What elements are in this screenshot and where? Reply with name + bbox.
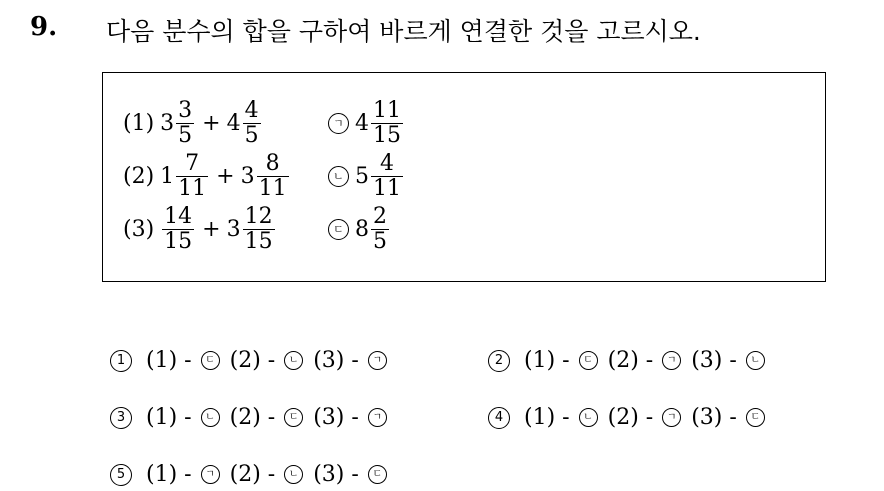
plus-sign: + [216, 163, 235, 189]
whole: 8 [355, 216, 369, 242]
fraction: $\frac{7}{11}$ [178, 150, 207, 201]
circled-mark: ㄱ [662, 351, 681, 370]
answer-c [328, 205, 391, 254]
whole: 5 [355, 163, 369, 189]
choice-1[interactable]: 1 (1) - ㄷ (2) - ㄴ (3) - ㄱ [110, 348, 389, 373]
whole: 1 [160, 163, 175, 189]
circled-mark: ㄱ [368, 408, 387, 427]
choice-number-icon: 1 [110, 350, 132, 372]
fraction: $\frac{4}{5}$ [244, 97, 259, 148]
problem-row-2 [123, 151, 405, 201]
whole: 3 [240, 163, 255, 189]
whole: 3 [160, 110, 175, 136]
choice-number-icon: 4 [488, 407, 510, 429]
fraction: $\frac{11}{15}$ [373, 97, 401, 148]
whole: 3 [226, 216, 241, 242]
fraction: $\frac{2}{5}$ [373, 203, 387, 254]
problem-label: (2) [123, 163, 155, 189]
circled-mark: ㄱ [328, 113, 349, 134]
choice-2[interactable]: 2 (1) - ㄷ (2) - ㄱ (3) - ㄴ [488, 348, 767, 373]
question-number: 9. [30, 12, 58, 42]
whole: 4 [226, 110, 241, 136]
plus-sign: + [202, 216, 221, 242]
choice-number-icon: 2 [488, 350, 510, 372]
circled-mark: ㄱ [662, 408, 681, 427]
circled-mark: ㄷ [579, 351, 598, 370]
choice-3[interactable]: 3 (1) - ㄴ (2) - ㄷ (3) - ㄱ [110, 405, 389, 430]
circled-mark: ㄱ [368, 351, 387, 370]
circled-mark: ㄷ [201, 351, 220, 370]
circled-mark: ㄴ [746, 351, 765, 370]
answer-a [328, 99, 405, 148]
whole: 4 [355, 110, 369, 136]
choice-4[interactable]: 4 (1) - ㄴ (2) - ㄱ (3) - ㄷ [488, 405, 767, 430]
circled-mark: ㄴ [284, 465, 303, 484]
question-text: 다음 분수의 합을 구하여 바르게 연결한 것을 고르시오. [106, 17, 701, 46]
answer-b [328, 152, 405, 201]
problem-label: (1) [123, 110, 155, 136]
circled-mark: ㄱ [201, 465, 220, 484]
choice-5[interactable]: 5 (1) - ㄱ (2) - ㄴ (3) - ㄷ [110, 462, 389, 487]
circled-mark: ㄴ [284, 351, 303, 370]
circled-mark: ㄴ [201, 408, 220, 427]
circled-mark: ㄷ [368, 465, 387, 484]
fraction: $\frac{3}{5}$ [178, 97, 193, 148]
problem-row-3 [123, 204, 391, 254]
circled-mark: ㄷ [746, 408, 765, 427]
fraction: $\frac{12}{15}$ [244, 203, 273, 254]
plus-sign: + [202, 110, 221, 136]
problem-box [102, 72, 826, 282]
fraction: $\frac{4}{11}$ [373, 150, 401, 201]
circled-mark: ㄴ [579, 408, 598, 427]
choice-number-icon: 3 [110, 407, 132, 429]
fraction: $\frac{8}{11}$ [258, 150, 287, 201]
circled-mark: ㄷ [284, 408, 303, 427]
fraction: $\frac{14}{15}$ [164, 203, 193, 254]
problem-label: (3) [123, 216, 155, 242]
circled-mark: ㄷ [328, 219, 349, 240]
circled-mark: ㄴ [328, 166, 349, 187]
problem-row-1 [123, 98, 405, 148]
choice-number-icon: 5 [110, 464, 132, 486]
